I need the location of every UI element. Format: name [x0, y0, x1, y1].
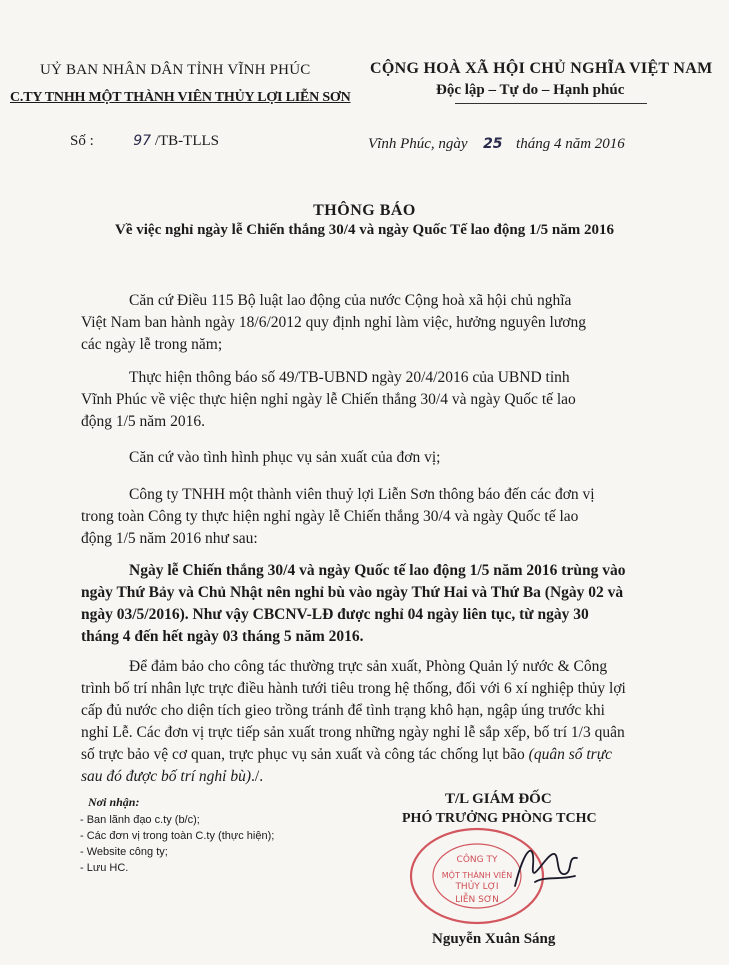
paragraph-duty-arrangement	[81, 656, 667, 788]
paragraph-line: Công ty TNHH một thành viên thuỷ lợi Liễn Sơn thông báo đến các đơn vị	[129, 486, 595, 503]
recipient-item: - Ban lãnh đạo c.ty (b/c);	[80, 814, 200, 826]
month-label: tháng	[516, 136, 551, 152]
paragraph-line: ngày 03/5/2016). Như vậy CBCNV-LĐ được nghỉ 04 ngày liên tục, từ ngày 30	[81, 606, 589, 623]
paragraph-production-status	[81, 447, 667, 469]
paragraph-italic: sau đó được bố trí nghỉ bù)	[81, 768, 252, 785]
signer-name: Nguyễn Xuân Sáng	[432, 931, 556, 947]
document-title: THÔNG BÁO	[313, 202, 416, 219]
recipient-item: - Lưu HC.	[80, 862, 129, 874]
seal-line-2: MỘT THÀNH VIÊN	[441, 871, 513, 880]
paragraph-line: động 1/5 năm 2016 như sau:	[81, 530, 258, 547]
signature-authority: T/L GIÁM ĐỐC	[445, 791, 552, 807]
recipient-item: - Các đơn vị trong toàn C.ty (thực hiện);	[80, 830, 275, 842]
paragraph-line: Thực hiện thông báo số 49/TB-UBND ngày 20/4/2016 của UBND tỉnh	[129, 369, 570, 386]
national-motto: Độc lập – Tự do – Hạnh phúc	[436, 82, 625, 98]
paragraph-holiday-schedule	[81, 560, 667, 648]
paragraph-line: trình bố trí nhân lực trực điều hành tưới tiêu trong hệ thống, đối với 6 xí nghiệp thủy lợi	[81, 680, 626, 697]
doc-number-label: Số :	[70, 133, 94, 149]
paragraph-line	[81, 766, 667, 788]
paragraph-line: nghỉ Lễ. Các đơn vị trực tiếp sản xuất trong những ngày nghỉ lễ sắp xếp, bố trí 1/3 quân	[81, 724, 625, 741]
doc-number-handwritten: 97	[133, 133, 152, 149]
seal-line-4: LIỄN SƠN	[455, 895, 499, 905]
paragraph-line: ngày Thứ Bảy và Chủ Nhật nên nghỉ bù vào ngày Thứ Hai và Thứ Ba (Ngày 02 và	[81, 584, 624, 601]
paragraph-line	[81, 744, 667, 766]
paragraph-line: Ngày lễ Chiến thắng 30/4 và ngày Quốc tế lao động 1/5 năm 2016 trùng vào	[129, 562, 626, 579]
paragraph-line: Để đảm bảo cho công tác thường trực sản xuất, Phòng Quản lý nước & Công	[129, 658, 608, 675]
paragraph-line: Việt Nam ban hành ngày 18/6/2012 quy định nghỉ làm việc, hưởng nguyên lương	[81, 314, 586, 331]
paragraph-line: các ngày lễ trong năm;	[81, 336, 223, 353]
paragraph-text: số trực bảo vệ cơ quan, trực phục vụ sản xuất và công tác chống lụt bão	[81, 746, 525, 763]
doc-number-suffix: /TB-TLLS	[154, 133, 220, 149]
document-number	[70, 133, 219, 150]
place-date-prefix: Vĩnh Phúc, ngày	[368, 136, 468, 152]
year-label: năm 2016	[565, 136, 625, 152]
month-value: 4	[553, 136, 562, 152]
recipient-item: - Website công ty;	[80, 846, 168, 858]
paragraph-line: Căn cứ vào tình hình phục vụ sản xuất của đơn vị;	[129, 449, 441, 466]
day-handwritten: 25	[483, 136, 503, 152]
paragraph-line: trong toàn Công ty thực hiện nghỉ ngày lễ Chiến thắng 30/4 và ngày Quốc tế lao	[81, 508, 579, 525]
motto-underline	[455, 103, 647, 104]
paragraph-line: tháng 4 đến hết ngày 03 tháng 5 năm 2016.	[81, 628, 364, 645]
paragraph-province-notice	[81, 367, 667, 433]
recipients-heading: Nơi nhận:	[88, 795, 140, 809]
recipients-list	[80, 812, 274, 876]
paragraph-line: cấp đủ nước cho diện tích gieo trồng tránh để tình trạng khô hạn, ngập úng trước khi	[81, 702, 605, 719]
handwritten-signature	[505, 836, 585, 896]
national-title: CỘNG HOÀ XÃ HỘI CHỦ NGHĨA VIỆT NAM	[370, 60, 713, 77]
place-date	[368, 136, 625, 153]
seal-line-1: CÔNG TY	[456, 855, 498, 865]
paragraph-italic: (quân số trực	[528, 746, 613, 763]
paragraph-legal-basis	[81, 290, 667, 356]
paragraph-line: Vĩnh Phúc về việc thực hiện nghỉ ngày lễ Chiến thắng 30/4 và ngày Quốc tế lao	[81, 391, 576, 408]
org-parent: UỶ BAN NHÂN DÂN TỈNH VĨNH PHÚC	[40, 62, 311, 78]
paragraph-line: Căn cứ Điều 115 Bộ luật lao động của nước Cộng hoà xã hội chủ nghĩa	[129, 292, 572, 309]
signature-title: PHÓ TRƯỞNG PHÒNG TCHC	[402, 811, 597, 826]
org-company: C.TY TNHH MỘT THÀNH VIÊN THỦY LỢI LIỄN SƠN	[10, 90, 351, 105]
seal-line-3: THỦY LỢI	[455, 882, 499, 892]
paragraph-line: động 1/5 năm 2016.	[81, 413, 205, 430]
paragraph-text: ./.	[251, 768, 264, 785]
paragraph-announcement	[81, 484, 667, 550]
document-subtitle: Về việc nghỉ ngày lễ Chiến thắng 30/4 và ngày Quốc Tế lao động 1/5 năm 2016	[115, 222, 614, 238]
